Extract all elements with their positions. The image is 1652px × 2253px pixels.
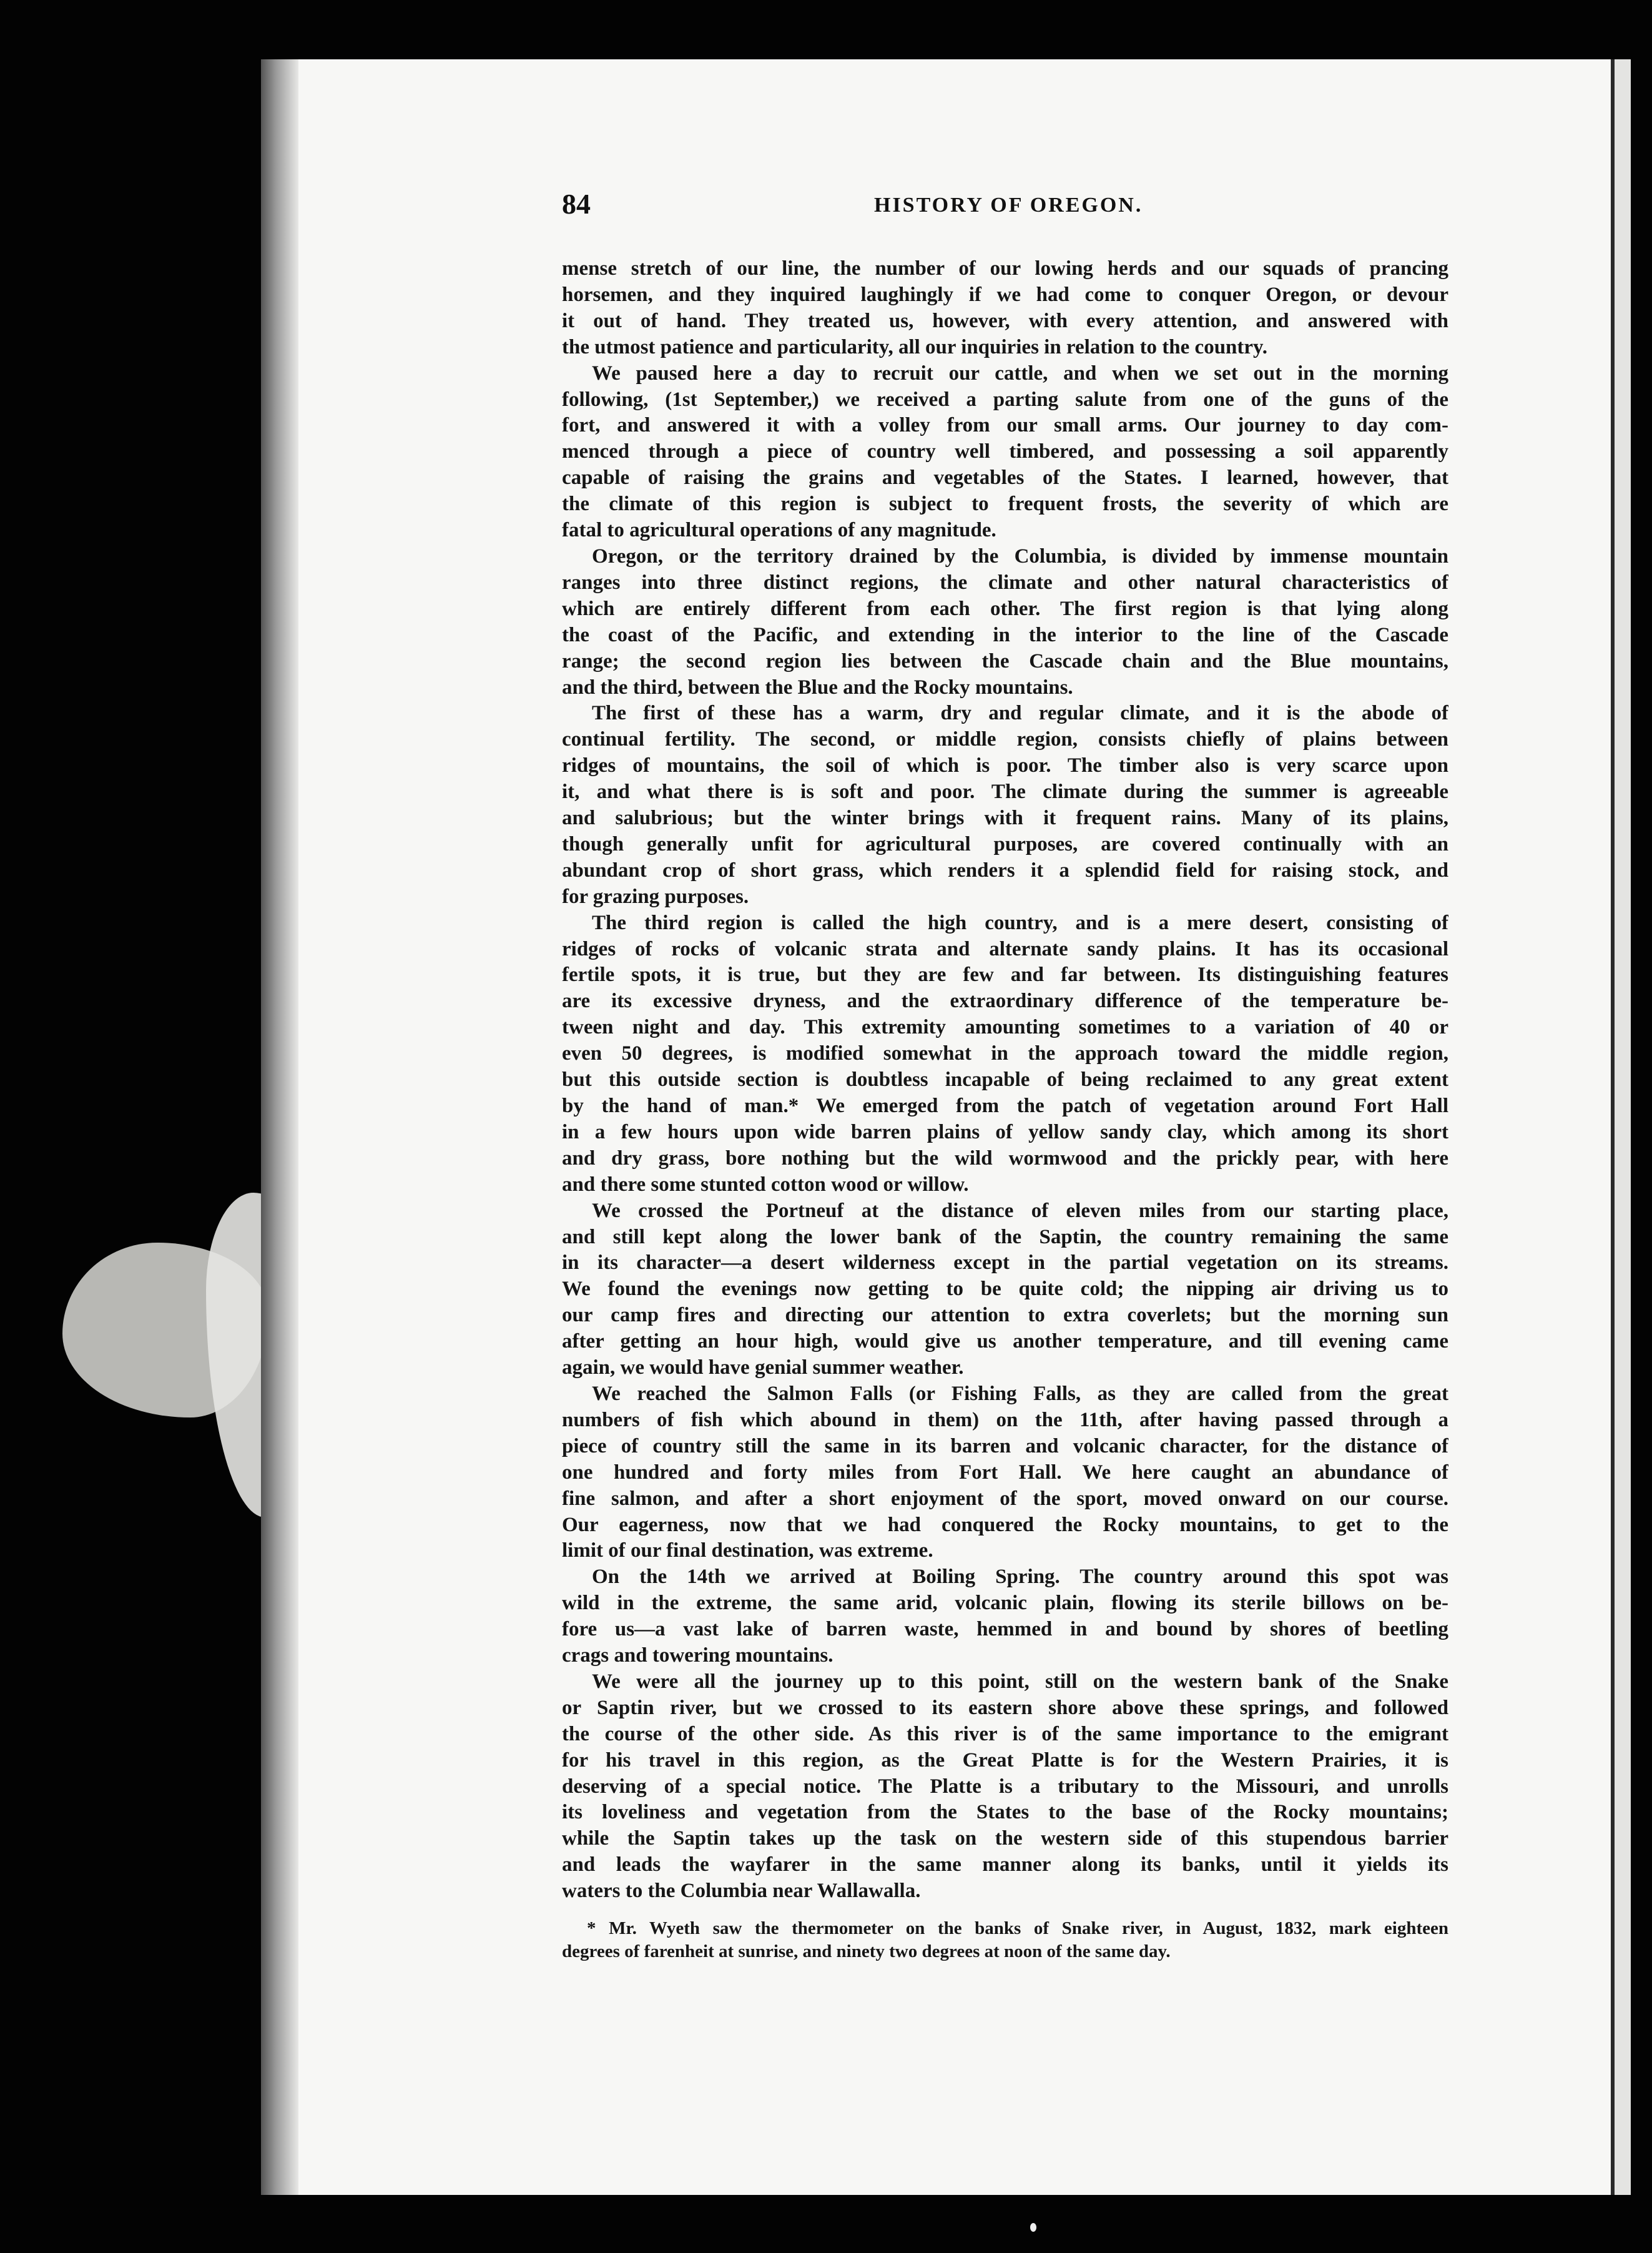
page-number: 84 [562,188,591,220]
text-line: fertile spots, it is true, but they are few and far between. Its distinguishing features [562,964,1448,987]
body-text [562,256,1448,1905]
text-line: ridges of mountains, the soil of which is poor. The timber also is very scarce upon [562,754,1448,777]
text-line: for his travel in this region, as the Great Platte is for the Western Prairies, it is [562,1748,1448,1772]
text-line: and there some stunted cotton wood or willow. [562,1173,969,1196]
text-line: numbers of fish which abound in them) on the 11th, after having passed through a [562,1408,1448,1431]
text-line: deserving of a special notice. The Platte is a tributary to the Missouri, and unrolls [562,1775,1448,1798]
text-line: are its excessive dryness, and the extraordinary difference of the temperature be- [562,990,1448,1013]
text-line: but this outside section is doubtless incapable of being reclaimed to any great extent [562,1068,1448,1092]
text-line: The third region is called the high country, and is a mere desert, consisting of [592,911,1448,934]
text-line: our camp fires and directing our attention to extra coverlets; but the morning sun [562,1304,1448,1327]
text-line: horsemen, and they inquired laughingly if we had come to conquer Oregon, or devour [562,283,1448,306]
text-line: capable of raising the grains and vegetables of the States. I learned, however, that [562,466,1448,490]
running-head: HISTORY OF OREGON. [874,194,1143,217]
text-line: by the hand of man.* We emerged from the patch of vegetation around Fort Hall [562,1095,1448,1117]
next-page-edge [1611,59,1631,2195]
text-line: We crossed the Portneuf at the distance of eleven miles from our starting place, [592,1199,1448,1222]
text-line: while the Saptin takes up the task on the western side of this stupendous barrier [562,1827,1448,1850]
text-line: or Saptin river, but we crossed to its eastern shore above these springs, and followed [562,1696,1448,1719]
text-line: fine salmon, and after a short enjoyment of the sport, moved onward on our course. [562,1487,1448,1510]
footnote [562,1917,1448,1963]
text-line: the utmost patience and particularity, all our inquiries in relation to the country. [562,335,1267,358]
text-line: and leads the wayfarer in the same manner along its banks, until it yields its [562,1853,1448,1876]
text-line: fatal to agricultural operations of any magnitude. [562,519,996,542]
text-line: though generally unfit for agricultural purposes, are covered continually with an [562,832,1448,855]
gutter-shadow [261,59,298,2195]
text-line: the course of the other side. As this river is of the same importance to the emigrant [562,1722,1448,1745]
page-header [562,187,1473,237]
text-line: menced through a piece of country well timbered, and possessing a soil apparently [562,440,1448,463]
scan-speck [1030,2223,1036,2232]
text-line: We reached the Salmon Falls (or Fishing Falls, as they are called from the great [592,1382,1448,1405]
text-line: the climate of this region is subject to frequent frosts, the severity of which are [562,493,1448,516]
text-line: and dry grass, bore nothing but the wild wormwood and the prickly pear, with here [562,1146,1448,1170]
text-line: one hundred and forty miles from Fort Hall. We here caught an abundance of [562,1461,1448,1484]
text-line: waters to the Columbia near Wallawalla. [562,1880,921,1903]
text-line: it, and what there is is soft and poor. The climate during the summer is agreeable [562,781,1448,804]
text-line: fore us—a vast lake of barren waste, hemmed in and bound by shores of beetling [562,1618,1448,1641]
text-line: which are entirely different from each other. The first region is that lying along [562,597,1448,620]
text-line: piece of country still the same in its barren and volcanic character, for the distance of [562,1434,1448,1457]
text-line: and salubrious; but the winter brings with it frequent rains. Many of its plains, [562,807,1448,830]
text-line: abundant crop of short grass, which renders it a splendid field for raising stock, and [562,859,1448,882]
text-line: wild in the extreme, the same arid, volcanic plain, flowing its sterile billows on be- [562,1592,1448,1615]
text-line: after getting an hour high, would give us another temperature, and till evening came [562,1330,1448,1353]
text-line: range; the second region lies between the Cascade chain and the Blue mountains, [562,649,1448,673]
footnote-line: * Mr. Wyeth saw the thermometer on the banks of Snake river, in August, 1832, mark eighteen [587,1918,1448,1938]
text-line: We were all the journey up to this point, still on the western bank of the Snake [592,1670,1448,1693]
text-line: for grazing purposes. [562,885,749,908]
text-line: ranges into three distinct regions, the climate and other natural characteristics of [562,571,1448,594]
text-line: even 50 degrees, is modified somewhat in the approach toward the middle region, [562,1042,1448,1065]
text-line: ridges of rocks of volcanic strata and alternate sandy plains. It has its occasional [562,937,1448,960]
text-line: We paused here a day to recruit our cattle, and when we set out in the morning [592,362,1448,385]
text-line: tween night and day. This extremity amounting sometimes to a variation of 40 or [562,1016,1448,1039]
text-line: again, we would have genial summer weather. [562,1356,964,1379]
text-line: following, (1st September,) we received a parting salute from one of the guns of the [562,388,1448,411]
text-line: mense stretch of our line, the number of our lowing herds and our squads of prancing [562,257,1448,280]
text-line: it out of hand. They treated us, however, with every attention, and answered with [562,309,1448,332]
text-line: the coast of the Pacific, and extending in the interior to the line of the Cascade [562,623,1448,646]
text-line: fort, and answered it with a volley from our small arms. Our journey to day com- [562,414,1448,437]
text-line: The first of these has a warm, dry and regular climate, and it is the abode of [592,702,1448,725]
text-line: crags and towering mountains. [562,1644,833,1667]
text-line: On the 14th we arrived at Boiling Spring. The country around this spot was [592,1565,1448,1589]
text-line: in a few hours upon wide barren plains of yellow sandy clay, which among its short [562,1120,1448,1143]
footnote-line: degrees of farenheit at sunrise, and ninety two degrees at noon of the same day. [562,1941,1171,1961]
text-line: in its character—a desert wilderness except in the partial vegetation on its streams. [562,1251,1448,1274]
text-line: Our eagerness, now that we had conquered the Rocky mountains, to get to the [562,1513,1448,1536]
text-line: Oregon, or the territory drained by the Columbia, is divided by immense mountain [592,545,1448,568]
text-line: limit of our final destination, was extreme. [562,1539,933,1562]
text-line: continual fertility. The second, or middle region, consists chiefly of plains between [562,728,1448,751]
text-line: and the third, between the Blue and the Rocky mountains. [562,676,1073,699]
text-line: We found the evenings now getting to be quite cold; the nipping air driving us to [562,1278,1448,1301]
text-line: its loveliness and vegetation from the States to the base of the Rocky mountains; [562,1801,1448,1824]
text-line: and still kept along the lower bank of the Saptin, the country remaining the same [562,1225,1448,1248]
